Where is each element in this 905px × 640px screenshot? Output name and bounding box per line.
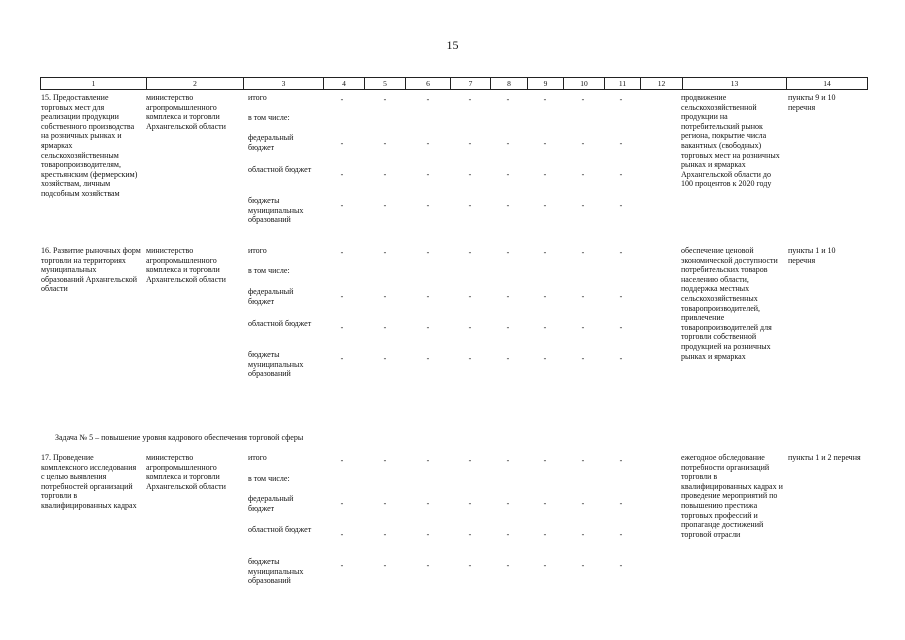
row-15-dash: - [340, 201, 344, 210]
row-17-source-total: итого [248, 453, 267, 462]
row-16-dash: - [581, 323, 585, 332]
header-col-8: 8 [491, 78, 528, 89]
row-15-dash: - [581, 95, 585, 104]
row-16-dash: - [506, 292, 510, 301]
header-col-12: 12 [641, 78, 683, 89]
row-15-dash: - [383, 139, 387, 148]
row-15-dash: - [426, 170, 430, 179]
row-15-dash: - [426, 95, 430, 104]
row-16-dash: - [506, 248, 510, 257]
row-15-dash: - [581, 170, 585, 179]
row-17-dash: - [426, 499, 430, 508]
page-number: 15 [446, 38, 459, 52]
table-header-row [40, 77, 868, 90]
row-17-activity: 17. Проведение комплексного исследования с целью выявления потребностей организаций торговли в квалифицированных кадрах [41, 453, 137, 510]
row-16-dash: - [340, 292, 344, 301]
row-17-dash: - [340, 499, 344, 508]
header-col-13: 13 [683, 78, 787, 89]
row-15-dash: - [468, 95, 472, 104]
row-16-dash: - [426, 323, 430, 332]
row-15-dash: - [340, 95, 344, 104]
header-col-11: 11 [605, 78, 641, 89]
header-col-10: 10 [564, 78, 605, 89]
row-17-dash: - [383, 456, 387, 465]
header-col-3: 3 [244, 78, 324, 89]
row-16-source-federal: федеральный бюджет [248, 287, 294, 306]
row-15-dash: - [468, 139, 472, 148]
row-16-dash: - [383, 292, 387, 301]
row-16-source-regional: областной бюджет [248, 319, 312, 328]
row-17-indicator: пункты 1 и 2 перечня [788, 453, 861, 462]
row-17-dash: - [543, 530, 547, 539]
row-16-source-municipal: бюджеты муниципальных образований [248, 350, 304, 379]
row-15-dash: - [383, 95, 387, 104]
row-17-source-incl: в том числе: [248, 474, 290, 483]
row-15-dash: - [340, 170, 344, 179]
row-15-dash: - [543, 170, 547, 179]
row-16-dash: - [468, 323, 472, 332]
row-16-dash: - [506, 354, 510, 363]
row-15-dash: - [581, 139, 585, 148]
row-17-dash: - [619, 456, 623, 465]
row-17-dash: - [581, 561, 585, 570]
row-16-dash: - [426, 354, 430, 363]
row-16-dash: - [619, 292, 623, 301]
row-16-dash: - [619, 323, 623, 332]
row-17-dash: - [426, 530, 430, 539]
row-15-dash: - [506, 170, 510, 179]
row-16-source-incl: в том числе: [248, 266, 290, 275]
row-15-dash: - [543, 95, 547, 104]
row-16-dash: - [383, 248, 387, 257]
row-16-result: обеспечение ценовой экономической доступности потребительских товаров населению области, поддержка местных сельскохозяйственных товаропроизводителей, привлечение товаропроизводителей для торговли собственной продукцией на розничных рынках и ярмарках [681, 246, 778, 361]
row-16-dash: - [543, 354, 547, 363]
row-17-dash: - [383, 530, 387, 539]
row-15-dash: - [619, 139, 623, 148]
row-15-dash: - [619, 201, 623, 210]
row-15-source-incl: в том числе: [248, 113, 290, 122]
row-16-dash: - [581, 292, 585, 301]
row-15-dash: - [543, 201, 547, 210]
row-15-dash: - [468, 201, 472, 210]
row-15-dash: - [383, 201, 387, 210]
row-15-source-municipal: бюджеты муниципальных образований [248, 196, 304, 225]
row-17-dash: - [581, 530, 585, 539]
row-15-executor: министерство агропромышленного комплекса и торговли Архангельской области [146, 93, 226, 131]
row-15-dash: - [543, 139, 547, 148]
row-17-dash: - [426, 561, 430, 570]
row-15-dash: - [581, 201, 585, 210]
row-15-dash: - [426, 139, 430, 148]
row-17-dash: - [581, 499, 585, 508]
row-17-dash: - [468, 499, 472, 508]
header-col-14: 14 [823, 79, 831, 88]
header-col-4: 4 [324, 78, 365, 89]
row-16-executor: министерство агропромышленного комплекса и торговли Архангельской области [146, 246, 226, 284]
row-17-dash: - [619, 561, 623, 570]
row-17-dash: - [468, 530, 472, 539]
row-17-executor: министерство агропромышленного комплекса и торговли Архангельской области [146, 453, 226, 491]
row-15-dash: - [506, 139, 510, 148]
header-col-7: 7 [451, 78, 491, 89]
row-16-dash: - [340, 248, 344, 257]
row-17-source-municipal: бюджеты муниципальных образований [248, 557, 304, 586]
row-16-dash: - [383, 323, 387, 332]
task-5-heading: Задача № 5 – повышение уровня кадрового обеспечения торговой сферы [55, 433, 304, 442]
row-17-dash: - [383, 499, 387, 508]
row-17-dash: - [340, 530, 344, 539]
row-16-dash: - [581, 248, 585, 257]
row-17-dash: - [543, 561, 547, 570]
row-15-source-total: итого [248, 93, 267, 102]
row-15-dash: - [426, 201, 430, 210]
row-16-dash: - [426, 292, 430, 301]
header-col-9: 9 [528, 78, 564, 89]
row-15-dash: - [383, 170, 387, 179]
row-17-dash: - [619, 499, 623, 508]
row-16-activity: 16. Развитие рыночных форм торговли на территориях муниципальных образований Архангельской области [41, 246, 141, 294]
row-16-source-total: итого [248, 246, 267, 255]
header-col-6: 6 [406, 78, 451, 89]
row-15-dash: - [619, 170, 623, 179]
row-17-source-federal: федеральный бюджет [248, 494, 294, 513]
row-16-indicator: пункты 1 и 10 перечня [788, 246, 836, 265]
row-17-dash: - [383, 561, 387, 570]
row-15-source-federal: федеральный бюджет [248, 133, 294, 152]
header-col-5: 5 [365, 78, 406, 89]
row-16-dash: - [506, 323, 510, 332]
row-17-dash: - [543, 499, 547, 508]
row-17-dash: - [468, 456, 472, 465]
row-17-result: ежегодное обследование потребности организаций торговли в квалифицированных кадрах и проведение мероприятий по повышению престижа торговых профессий и пропаганде достижений торговой отрасли [681, 453, 783, 539]
row-16-dash: - [543, 292, 547, 301]
row-16-dash: - [543, 323, 547, 332]
row-15-dash: - [468, 170, 472, 179]
row-17-dash: - [581, 456, 585, 465]
row-17-dash: - [340, 561, 344, 570]
row-15-activity: 15. Предоставление торговых мест для реализации продукции собственного производства на розничных рынках и ярмарках сельскохозяйственным товаропроизводителям, крестьянским (фермерским) хозяйствам, личным подсобным хозяйствам [41, 93, 138, 198]
row-17-dash: - [506, 561, 510, 570]
row-17-dash: - [468, 561, 472, 570]
row-15-source-regional: областной бюджет [248, 165, 312, 174]
row-15-dash: - [619, 95, 623, 104]
row-16-dash: - [619, 248, 623, 257]
row-15-dash: - [506, 201, 510, 210]
row-15-indicator: пункты 9 и 10 перечня [788, 93, 836, 112]
row-16-dash: - [340, 354, 344, 363]
row-17-dash: - [340, 456, 344, 465]
row-15-dash: - [340, 139, 344, 148]
row-16-dash: - [468, 354, 472, 363]
row-17-source-regional: областной бюджет [248, 525, 312, 534]
header-col-2: 2 [147, 78, 244, 89]
row-17-dash: - [506, 499, 510, 508]
row-16-dash: - [543, 248, 547, 257]
row-17-dash: - [506, 530, 510, 539]
row-17-dash: - [426, 456, 430, 465]
row-17-dash: - [543, 456, 547, 465]
row-17-dash: - [506, 456, 510, 465]
row-16-dash: - [619, 354, 623, 363]
row-15-dash: - [506, 95, 510, 104]
row-17-dash: - [619, 530, 623, 539]
row-16-dash: - [581, 354, 585, 363]
row-15-result: продвижение сельскохозяйственной продукции на потребительский рынок региона, покрытие числа вакантных (свободных) торговых мест на розничных рынках и ярмарках Архангельской области до 100 процентов к 2020 году [681, 93, 780, 189]
row-16-dash: - [426, 248, 430, 257]
header-col-1: 1 [41, 78, 147, 89]
row-16-dash: - [340, 323, 344, 332]
row-16-dash: - [468, 248, 472, 257]
row-16-dash: - [468, 292, 472, 301]
row-16-dash: - [383, 354, 387, 363]
